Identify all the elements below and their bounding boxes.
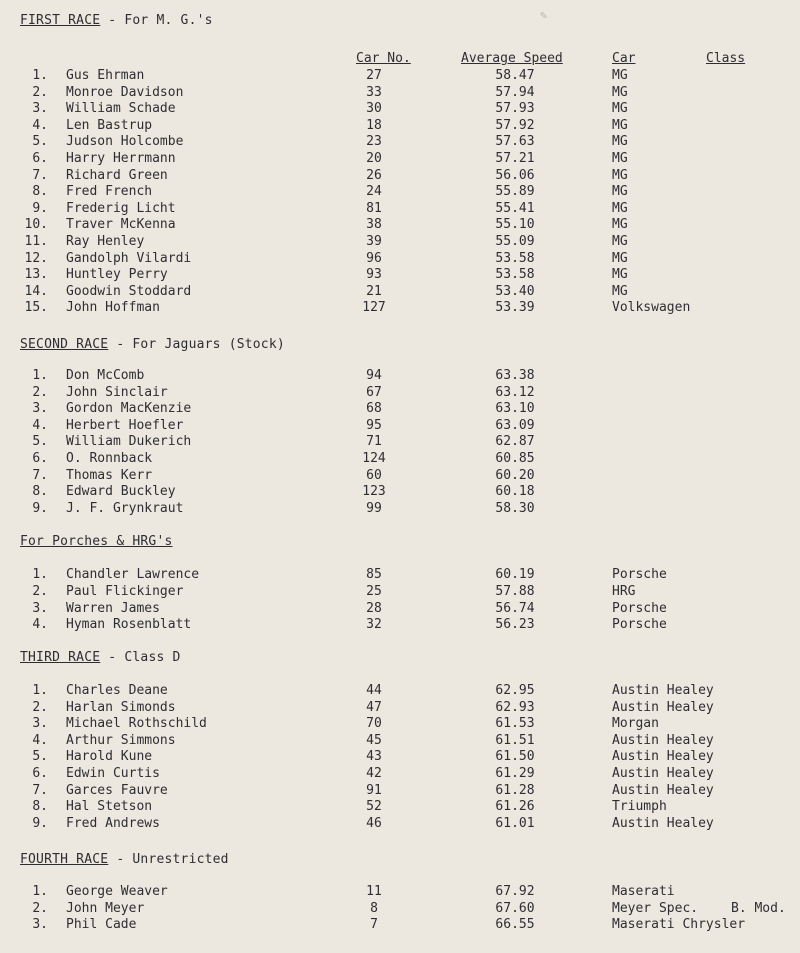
driver-name: Fred French (66, 184, 153, 200)
car-number: 45 (366, 732, 382, 748)
average-speed: 57.93 (495, 101, 535, 117)
average-speed: 66.55 (495, 917, 535, 933)
average-speed: 63.12 (495, 384, 535, 400)
driver-name: Frederig Licht (66, 200, 176, 216)
position: 1. (32, 567, 48, 582)
column-header-class: Class (706, 51, 746, 66)
average-speed: 60.19 (495, 567, 535, 582)
position: 15. (24, 300, 48, 316)
position: 7. (32, 167, 48, 183)
section-title: For Porches & HRG's (20, 534, 173, 549)
driver-name: Hal Stetson (66, 799, 153, 815)
car-number: 33 (366, 84, 382, 100)
car-number: 81 (366, 200, 382, 216)
average-speed: 55.09 (495, 234, 535, 249)
car-class: Porsche (612, 617, 667, 633)
driver-name: O. Ronnback (66, 451, 153, 466)
result-row (0, 217, 800, 234)
paper-mark-icon: ✎ (540, 8, 548, 22)
position: 6. (32, 151, 48, 166)
car-number: 23 (366, 134, 382, 150)
car-class: Austin Healey (612, 732, 714, 748)
position: 3. (32, 716, 48, 732)
average-speed: 58.47 (495, 68, 535, 83)
driver-name: John Meyer (66, 900, 145, 916)
result-row (0, 451, 800, 468)
driver-name: Warren James (66, 600, 160, 616)
result-row (0, 184, 800, 201)
driver-name: Edward Buckley (66, 484, 176, 500)
position: 2. (32, 699, 48, 715)
result-row (0, 118, 800, 135)
driver-name: Judson Holcombe (66, 134, 184, 150)
position: 8. (32, 799, 48, 815)
position: 14. (24, 283, 48, 299)
car-number: 26 (366, 167, 382, 183)
average-speed: 60.20 (495, 467, 535, 483)
result-row (0, 816, 800, 833)
driver-name: Hyman Rosenblatt (66, 617, 192, 633)
average-speed: 53.58 (495, 250, 535, 266)
driver-name: John Hoffman (66, 300, 160, 316)
position: 9. (32, 200, 48, 216)
position: 1. (32, 683, 48, 698)
car-number: 94 (366, 368, 382, 383)
car-class: MG (612, 84, 628, 100)
driver-name: Harry Herrmann (66, 151, 176, 166)
average-speed: 53.58 (495, 267, 535, 283)
result-row (0, 584, 800, 601)
result-row (0, 716, 800, 733)
section-title: THIRD RACE (20, 650, 101, 665)
car-number: 93 (366, 267, 382, 283)
result-row (0, 799, 800, 816)
driver-name: Huntley Perry (66, 267, 168, 283)
car-class: Porsche (612, 567, 667, 582)
car-class: Austin Healey (612, 699, 714, 715)
average-speed: 62.95 (495, 683, 535, 698)
average-speed: 57.88 (495, 583, 535, 599)
position: 9. (32, 815, 48, 831)
car-number: 24 (366, 184, 382, 200)
car-number: 21 (366, 283, 382, 299)
position: 7. (32, 782, 48, 798)
car-number: 71 (366, 434, 382, 450)
average-speed: 53.39 (495, 300, 535, 316)
result-row (0, 601, 800, 618)
position: 5. (32, 749, 48, 765)
driver-name: Chandler Lawrence (66, 567, 200, 582)
car-number: 70 (366, 716, 382, 732)
car-number: 7 (370, 917, 378, 933)
car-number: 32 (366, 617, 382, 633)
average-speed: 55.41 (495, 200, 535, 216)
result-row (0, 401, 800, 418)
position: 5. (32, 434, 48, 450)
driver-name: John Sinclair (66, 384, 168, 400)
average-speed: 61.50 (495, 749, 535, 765)
section-subtitle: - For Jaguars (Stock) (108, 337, 285, 352)
section-heading-porsche-hrg (20, 534, 173, 549)
position: 12. (24, 250, 48, 266)
position: 3. (32, 600, 48, 616)
car-number: 124 (362, 451, 386, 466)
result-row (0, 284, 800, 301)
driver-name: Monroe Davidson (66, 84, 184, 100)
car-number: 27 (366, 68, 382, 83)
driver-name: Michael Rothschild (66, 716, 207, 732)
average-speed: 61.29 (495, 766, 535, 781)
column-header-car-no: Car No. (356, 51, 411, 66)
position: 4. (32, 732, 48, 748)
driver-name: William Schade (66, 101, 176, 117)
car-number: 25 (366, 583, 382, 599)
position: 6. (32, 451, 48, 466)
average-speed: 53.40 (495, 283, 535, 299)
section-subtitle: - Unrestricted (108, 852, 229, 867)
position: 4. (32, 117, 48, 133)
average-speed: 63.10 (495, 401, 535, 417)
section-title: FOURTH RACE (20, 852, 109, 867)
result-row (0, 901, 800, 918)
driver-name: Fred Andrews (66, 815, 160, 831)
section-title: SECOND RACE (20, 337, 109, 352)
average-speed: 56.06 (495, 167, 535, 183)
driver-name: Thomas Kerr (66, 467, 153, 483)
result-row (0, 484, 800, 501)
car-class: Triumph (612, 799, 667, 815)
average-speed: 62.87 (495, 434, 535, 450)
position: 2. (32, 384, 48, 400)
driver-name: Harlan Simonds (66, 699, 176, 715)
result-row (0, 733, 800, 750)
column-header-average-speed: Average Speed (461, 51, 563, 66)
car-number: 42 (366, 766, 382, 781)
position: 8. (32, 484, 48, 500)
car-number: 91 (366, 782, 382, 798)
average-speed: 67.60 (495, 900, 535, 916)
result-row (0, 700, 800, 717)
result-row (0, 151, 800, 168)
driver-name: Don McComb (66, 368, 145, 383)
section-heading-second-race (20, 337, 285, 352)
car-number: 95 (366, 417, 382, 433)
result-row (0, 434, 800, 451)
position: 11. (24, 234, 48, 249)
car-number: 43 (366, 749, 382, 765)
average-speed: 62.93 (495, 699, 535, 715)
driver-name: George Weaver (66, 884, 168, 899)
section-subtitle: - Class D (100, 650, 181, 665)
position: 2. (32, 84, 48, 100)
average-speed: 61.51 (495, 732, 535, 748)
result-row (0, 468, 800, 485)
result-row (0, 766, 800, 783)
class-extra: B. Mod. (731, 900, 786, 916)
driver-name: Gus Ehrman (66, 68, 145, 83)
car-class: HRG (612, 583, 636, 599)
position: 4. (32, 617, 48, 633)
driver-name: Edwin Curtis (66, 766, 160, 781)
result-row (0, 884, 800, 901)
car-number: 127 (362, 300, 386, 316)
driver-name: Gandolph Vilardi (66, 250, 192, 266)
position: 2. (32, 900, 48, 916)
result-row (0, 68, 800, 85)
average-speed: 58.30 (495, 500, 535, 516)
average-speed: 57.21 (495, 151, 535, 166)
result-row (0, 683, 800, 700)
position: 13. (24, 267, 48, 283)
car-number: 18 (366, 117, 382, 133)
car-class: MG (612, 234, 628, 249)
result-row (0, 168, 800, 185)
position: 1. (32, 68, 48, 83)
car-class: MG (612, 217, 628, 233)
section-heading-first-race (20, 13, 213, 28)
result-row (0, 783, 800, 800)
driver-name: Gordon MacKenzie (66, 401, 192, 417)
driver-name: Phil Cade (66, 917, 137, 933)
result-row (0, 501, 800, 518)
position: 1. (32, 368, 48, 383)
average-speed: 61.53 (495, 716, 535, 732)
car-number: 39 (366, 234, 382, 249)
average-speed: 55.89 (495, 184, 535, 200)
result-row (0, 134, 800, 151)
position: 3. (32, 401, 48, 417)
car-number: 52 (366, 799, 382, 815)
car-class: MG (612, 68, 628, 83)
car-class: MG (612, 250, 628, 266)
position: 9. (32, 500, 48, 516)
car-number: 60 (366, 467, 382, 483)
average-speed: 57.92 (495, 117, 535, 133)
car-class: Austin Healey (612, 782, 714, 798)
driver-name: Garces Fauvre (66, 782, 168, 798)
driver-name: Ray Henley (66, 234, 145, 249)
car-class: MG (612, 267, 628, 283)
result-row (0, 418, 800, 435)
car-number: 11 (366, 884, 382, 899)
car-class: MG (612, 200, 628, 216)
car-number: 67 (366, 384, 382, 400)
car-class: MG (612, 134, 628, 150)
car-class: Volkswagen (612, 300, 691, 316)
driver-name: Arthur Simmons (66, 732, 176, 748)
car-class: Meyer Spec. (612, 900, 699, 916)
result-row (0, 617, 800, 634)
result-row (0, 101, 800, 118)
section-heading-fourth-race (20, 852, 229, 867)
car-number: 38 (366, 217, 382, 233)
position: 8. (32, 184, 48, 200)
car-class: Austin Healey (612, 683, 714, 698)
car-class: Morgan (612, 716, 659, 732)
average-speed: 56.74 (495, 600, 535, 616)
car-number: 85 (366, 567, 382, 582)
position: 3. (32, 917, 48, 933)
result-row (0, 85, 800, 102)
driver-name: William Dukerich (66, 434, 192, 450)
result-row (0, 368, 800, 385)
driver-name: Traver McKenna (66, 217, 176, 233)
car-class: Maserati (612, 884, 675, 899)
result-row (0, 300, 800, 317)
average-speed: 63.38 (495, 368, 535, 383)
position: 1. (32, 884, 48, 899)
result-row (0, 917, 800, 934)
section-subtitle: - For M. G.'s (100, 13, 213, 28)
position: 7. (32, 467, 48, 483)
driver-name: Harold Kune (66, 749, 153, 765)
driver-name: Herbert Hoefler (66, 417, 184, 433)
car-number: 123 (362, 484, 386, 500)
car-class: MG (612, 101, 628, 117)
average-speed: 61.26 (495, 799, 535, 815)
average-speed: 61.01 (495, 815, 535, 831)
car-class: Maserati Chrysler (612, 917, 746, 933)
car-number: 46 (366, 815, 382, 831)
car-class: Austin Healey (612, 815, 714, 831)
car-class: Porsche (612, 600, 667, 616)
car-class: MG (612, 117, 628, 133)
car-number: 30 (366, 101, 382, 117)
position: 10. (24, 217, 48, 233)
car-class: MG (612, 283, 628, 299)
driver-name: Charles Deane (66, 683, 168, 698)
car-number: 68 (366, 401, 382, 417)
driver-name: Goodwin Stoddard (66, 283, 192, 299)
position: 2. (32, 583, 48, 599)
column-header-car: Car (612, 51, 636, 66)
average-speed: 57.94 (495, 84, 535, 100)
average-speed: 57.63 (495, 134, 535, 150)
car-number: 47 (366, 699, 382, 715)
car-number: 8 (370, 900, 378, 916)
average-speed: 63.09 (495, 417, 535, 433)
average-speed: 67.92 (495, 884, 535, 899)
average-speed: 55.10 (495, 217, 535, 233)
car-class: Austin Healey (612, 749, 714, 765)
driver-name: J. F. Grynkraut (66, 500, 184, 516)
car-class: MG (612, 184, 628, 200)
section-title: FIRST RACE (20, 13, 101, 28)
position: 3. (32, 101, 48, 117)
car-class: Austin Healey (612, 766, 714, 781)
car-number: 44 (366, 683, 382, 698)
result-row (0, 201, 800, 218)
car-number: 96 (366, 250, 382, 266)
average-speed: 61.28 (495, 782, 535, 798)
result-row (0, 385, 800, 402)
driver-name: Richard Green (66, 167, 168, 183)
driver-name: Len Bastrup (66, 117, 153, 133)
car-number: 20 (366, 151, 382, 166)
car-number: 99 (366, 500, 382, 516)
car-class: MG (612, 151, 628, 166)
car-class: MG (612, 167, 628, 183)
result-row (0, 251, 800, 268)
driver-name: Paul Flickinger (66, 583, 184, 599)
result-row (0, 234, 800, 251)
average-speed: 60.18 (495, 484, 535, 500)
car-number: 28 (366, 600, 382, 616)
result-row (0, 267, 800, 284)
position: 4. (32, 417, 48, 433)
section-heading-third-race (20, 650, 181, 665)
position: 6. (32, 766, 48, 781)
result-row (0, 567, 800, 584)
average-speed: 60.85 (495, 451, 535, 466)
position: 5. (32, 134, 48, 150)
result-row (0, 749, 800, 766)
average-speed: 56.23 (495, 617, 535, 633)
